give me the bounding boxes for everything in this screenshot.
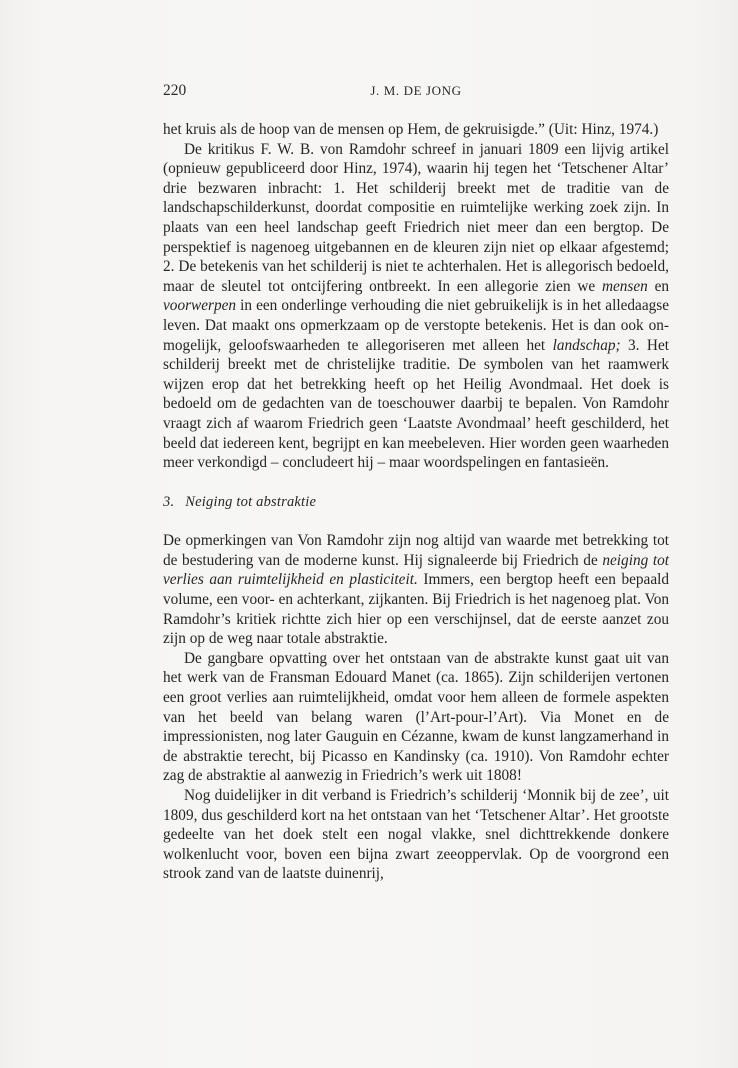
section-title: Neiging tot abstraktie	[185, 493, 317, 510]
page-header	[163, 82, 669, 104]
running-head: J. M. DE JONG	[370, 83, 462, 98]
page-number: 220	[163, 82, 187, 99]
emphasis-mensen: mensen	[601, 277, 648, 295]
text-run: Immers, een bergtop heeft een bepaald volume, een voor- en achterkant, zijkanten. Bij Friedrich is het nagenoeg plat. Von Ramdohr’s kritiek richtte zich hier op een verschijnsel, dat de eerste aanzet zou zijn op de weg naar totale abstraktie.	[163, 571, 670, 648]
section-heading	[163, 493, 669, 513]
emphasis-landschap: landschap;	[552, 336, 621, 354]
paragraph-abstraction	[163, 531, 669, 649]
paragraph-ramdohr-critique	[163, 140, 669, 473]
emphasis-voorwerpen: voorwerpen	[163, 297, 237, 315]
text-run: 3. Het schilderij breekt met de christelijke traditie. De symbolen van het raamwerk wijzen erop dat het betrekking heeft op het Heilig Avondmaal. Het doek is bedoeld om de gedachten van de toeschouwer daarbij te bepalen. Von Ramdohr vraagt zich af waarom Friedrich geen ‘Laatste Avondmaal’ heeft geschilderd, het beeld dat iedereen kent, begrijpt en kan meebeleven. Hier worden geen waarheden meer verkondigd – concludeert hij – maar woordspelingen en fantasieën.	[163, 336, 669, 472]
text-run: en	[647, 277, 670, 295]
section-number: 3.	[163, 493, 175, 510]
paragraph-continuation: het kruis als de hoop van de mensen op Hem, de gekruisigde.” (Uit: Hinz, 1974.)	[163, 121, 659, 138]
text-run: in een onderlinge verhouding die niet gebruikelijk is in het alledaagse leven. Dat maakt ons opmerkzaam op de verstopte betekenis. Het is dan ook onmogelijk, geloofswaarheden te allegoriseren met alleen het	[163, 297, 669, 354]
paragraph-monnik: Nog duidelijker in dit verband is Friedrich’s schilderij ‘Monnik bij de zee’, uit 1809, dus geschilderd kort na het ontstaan van het ‘Tetschener Altar’. Het grootste gedeelte van het doek stelt een nogal vlakke, snel dichttrekkende donkere wolkenlucht voor, boven een bijna zwart zeeoppervlak. Op de voorgrond een strook zand van de laatste duinenrij,	[163, 787, 669, 883]
text-run: De opmerkingen van Von Ramdohr zijn nog altijd van waarde met betrekking tot de bestudering van de moderne kunst. Hij signaleerde bij Friedrich de	[163, 532, 669, 569]
text-run: De kritikus F. W. B. von Ramdohr schreef in januari 1809 een lijvig artikel (opnieuw gepubliceerd door Hinz, 1974), waarin hij tegen het ‘Tetschener Altar’ drie bezwaren inbracht: 1. Het schilderij breekt met de traditie van de landschapschilderkunst, doordat compositie en ruimtelijke werking zoek zijn. In plaats van een heel landschap geeft Friedrich niet meer dan een bergtop. De perspektief is nagenoeg uitgebannen en de kleuren zijn niet op elkaar afgestemd; 2. De betekenis van het schilderij is niet te achterhalen. Het is allegorisch bedoeld, maar de sleutel tot ontcijfering ontbreekt. In een allegorie zien we	[163, 140, 669, 295]
emphasis-neiging: neiging tot verlies aan ruimtelijkheid en plasticiteit.	[163, 551, 669, 589]
paragraph-manet: De gangbare opvatting over het ontstaan van de abstrakte kunst gaat uit van het werk van de Fransman Edouard Manet (ca. 1865). Zijn schilderijen vertonen een groot verlies aan ruimtelijkheid, omdat voor hem alleen de formele aspekten van het beeld van belang waren (l’Art-pour-l’Art). Via Monet en de impressionisten, nog later Gauguin en Cézanne, kwam de kunst langzamerhand in de abstraktie terecht, bij Picasso en Kandinsky (ca. 1910). Von Ramdohr echter zag de abstraktie al aanwezig in Friedrich’s werk uit 1808!	[163, 649, 669, 785]
article-body	[163, 120, 669, 884]
